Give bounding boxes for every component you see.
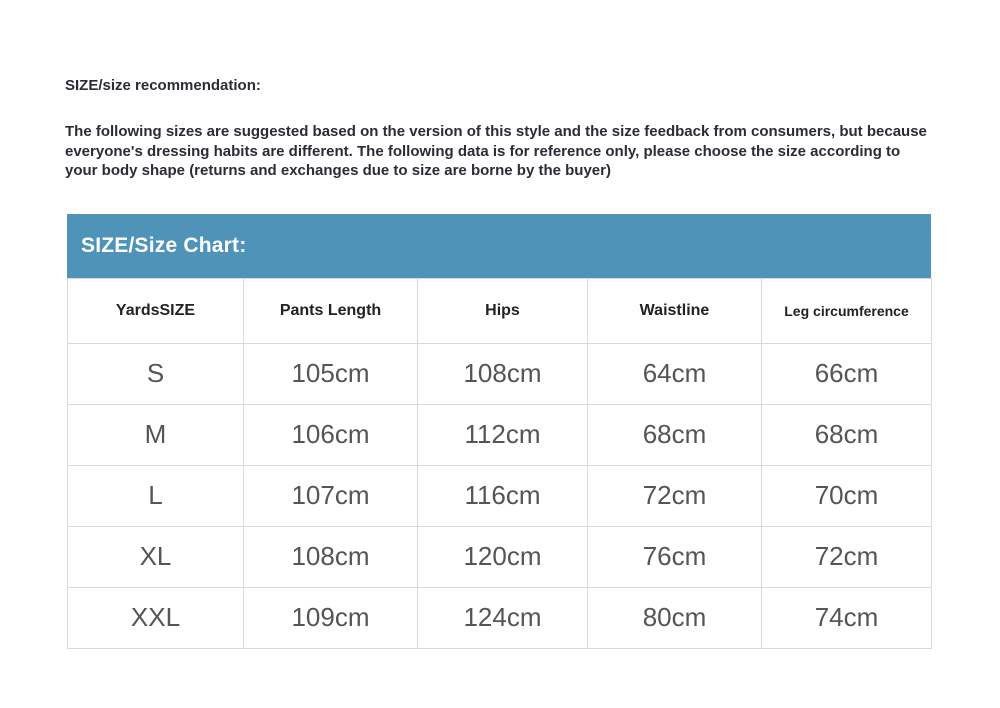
size-recommendation-body: The following sizes are suggested based on the version of this style and the size feedback from consumers, but because everyone's dressing habits are different. The following data is for reference only, please choose the size according to your body shape (returns and exchanges due to size are borne by the buyer) <box>65 123 927 179</box>
hips-cell: 108cm <box>418 343 588 404</box>
table-row-xxl <box>68 587 932 648</box>
size-cell: XXL <box>68 587 244 648</box>
hips-cell: 120cm <box>418 526 588 587</box>
table-row-s <box>68 343 932 404</box>
leg-circumference-cell: 74cm <box>762 587 932 648</box>
leg-circumference-cell: 68cm <box>762 404 932 465</box>
waistline-cell: 64cm <box>588 343 762 404</box>
size-cell: L <box>68 465 244 526</box>
table-row-xl <box>68 526 932 587</box>
waistline-cell: 72cm <box>588 465 762 526</box>
waistline-cell: 68cm <box>588 404 762 465</box>
pants-length-cell: 109cm <box>244 587 418 648</box>
hips-cell: 124cm <box>418 587 588 648</box>
size-cell: XL <box>68 526 244 587</box>
column-header-hips: Hips <box>418 278 588 343</box>
size-cell: M <box>68 404 244 465</box>
pants-length-cell: 108cm <box>244 526 418 587</box>
column-header-waistline: Waistline <box>588 278 762 343</box>
column-header-pants-length: Pants Length <box>244 278 418 343</box>
size-table <box>67 278 932 649</box>
size-cell: S <box>68 343 244 404</box>
pants-length-cell: 107cm <box>244 465 418 526</box>
leg-circumference-cell: 70cm <box>762 465 932 526</box>
column-header-yards-size: YardsSIZE <box>68 278 244 343</box>
waistline-cell: 76cm <box>588 526 762 587</box>
hips-cell: 116cm <box>418 465 588 526</box>
size-chart-banner-title: SIZE/Size Chart: <box>81 233 247 257</box>
leg-circumference-cell: 72cm <box>762 526 932 587</box>
pants-length-cell: 105cm <box>244 343 418 404</box>
waistline-cell: 80cm <box>588 587 762 648</box>
table-row-l <box>68 465 932 526</box>
pants-length-cell: 106cm <box>244 404 418 465</box>
size-chart-banner <box>67 214 931 278</box>
leg-circumference-cell: 66cm <box>762 343 932 404</box>
column-header-leg-circumference: Leg circumference <box>762 278 932 343</box>
table-header-row <box>68 278 932 343</box>
hips-cell: 112cm <box>418 404 588 465</box>
table-row-m <box>68 404 932 465</box>
size-recommendation-title: SIZE/size recommendation: <box>65 77 261 94</box>
